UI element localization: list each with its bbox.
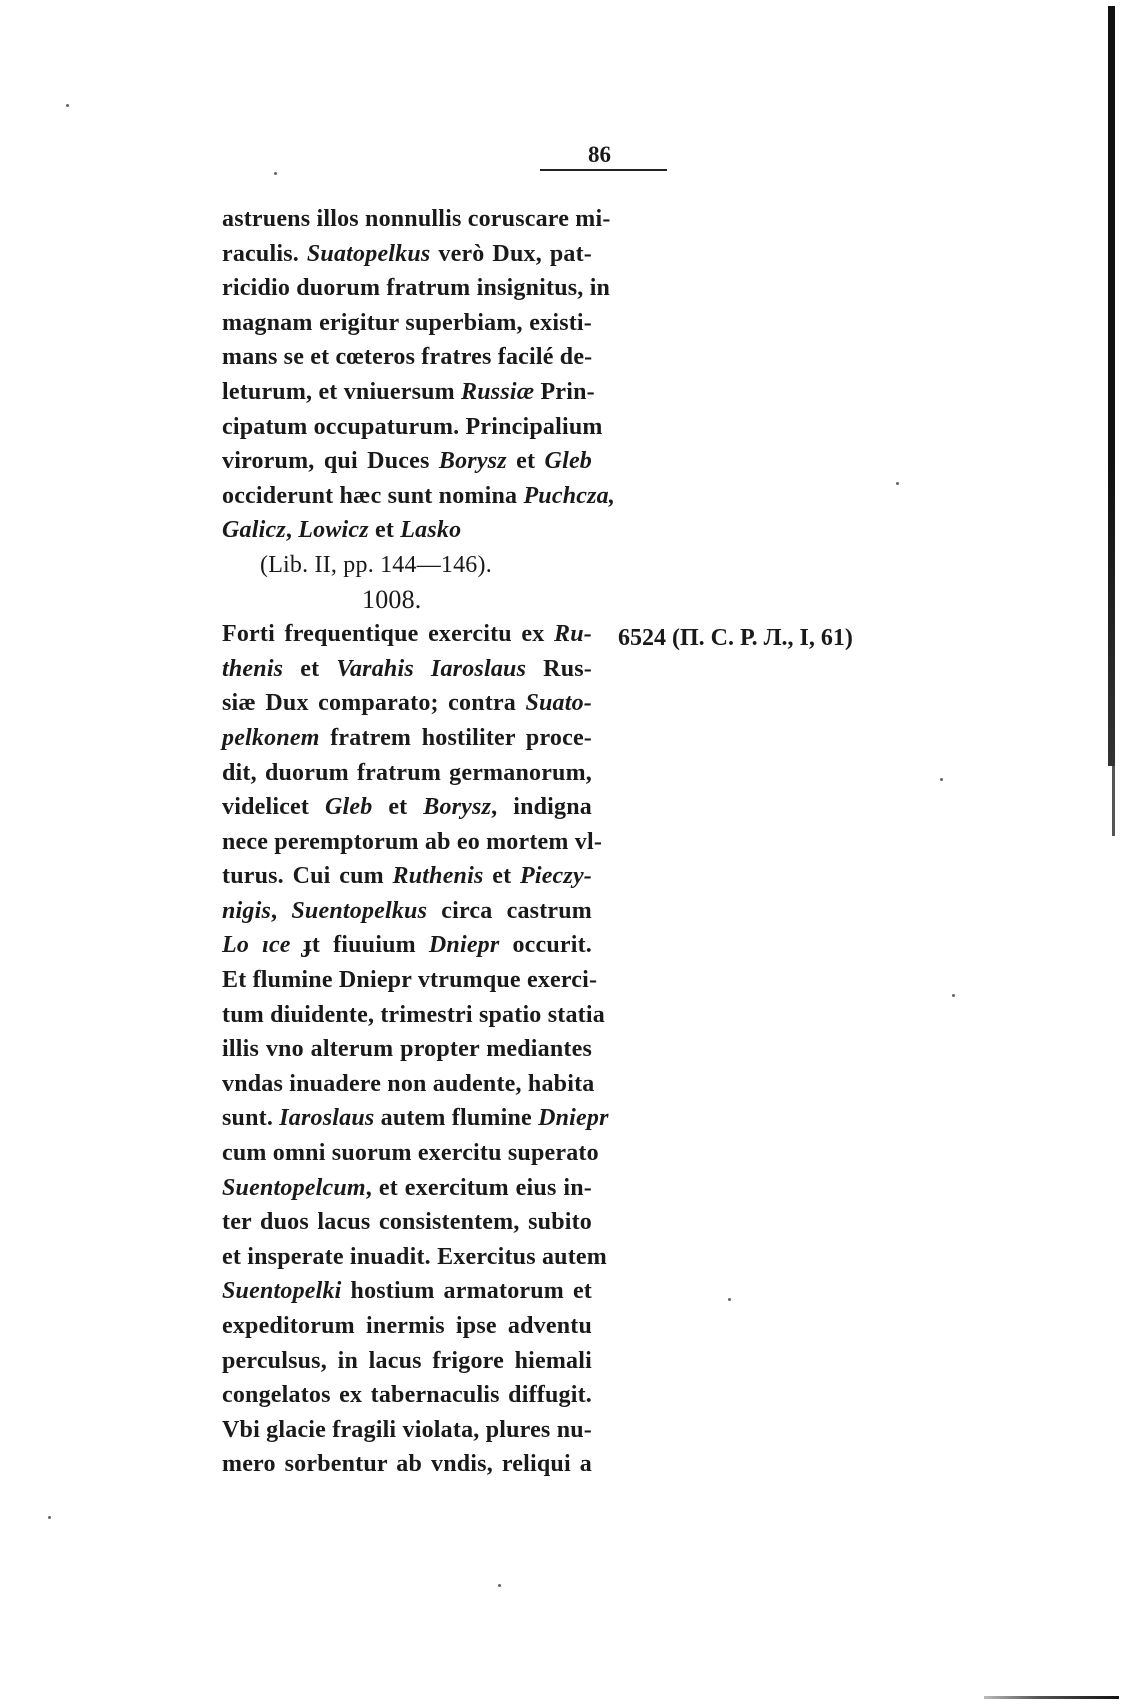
text-line bbox=[222, 894, 592, 929]
text-line bbox=[222, 1378, 592, 1413]
italic-text: Iaroslaus bbox=[279, 1105, 375, 1132]
text-line bbox=[222, 1067, 595, 1102]
text-line bbox=[222, 859, 592, 894]
text-segment: mero sorbentur ab vndis, reliqui a bbox=[222, 1451, 592, 1478]
text-line bbox=[222, 479, 616, 514]
text-line bbox=[222, 340, 592, 375]
text-line bbox=[222, 410, 603, 445]
text-segment: et bbox=[368, 517, 401, 544]
text-column bbox=[222, 202, 616, 1482]
italic-text: Dniepr bbox=[538, 1105, 609, 1132]
text-segment: , bbox=[285, 517, 299, 544]
text-segment: Forti frequentique exercitu ex bbox=[222, 621, 555, 648]
text-segment: autem flumine bbox=[374, 1105, 539, 1132]
text-line bbox=[222, 825, 603, 860]
text-segment: virorum, qui Duces bbox=[222, 448, 439, 475]
italic-text: Lo ıce bbox=[222, 932, 291, 959]
text-line bbox=[222, 202, 611, 237]
text-segment: fratrem hostiliter proce- bbox=[319, 724, 592, 751]
italic-text: Ru- bbox=[554, 621, 592, 648]
text-segment: Prin- bbox=[534, 378, 595, 405]
italic-text: Pieczy- bbox=[519, 863, 592, 890]
speck bbox=[952, 994, 955, 997]
text-segment: et insperate inuadit. Exercitus autem bbox=[222, 1243, 607, 1270]
text-segment: Vbi glacie fragili violata, plures nu- bbox=[222, 1416, 592, 1443]
text-line bbox=[222, 271, 611, 306]
italic-text: Suentopelki bbox=[222, 1278, 342, 1305]
text-segment: nece peremptorum ab eo mortem vl- bbox=[222, 828, 603, 855]
text-segment: cipatum occupaturum. Principalium bbox=[222, 413, 603, 440]
text-segment: siæ Dux comparato; contra bbox=[222, 690, 526, 717]
text-segment: , et exercitum eius in- bbox=[365, 1174, 592, 1201]
text-segment: et bbox=[372, 794, 424, 821]
text-segment: turus. Cui cum bbox=[222, 863, 393, 890]
text-line bbox=[222, 1136, 599, 1171]
text-segment: sunt. bbox=[222, 1105, 280, 1132]
italic-text: Galicz bbox=[222, 517, 286, 544]
speck bbox=[728, 1298, 731, 1301]
text-segment: raculis. bbox=[222, 240, 307, 267]
text-segment: et bbox=[506, 448, 545, 475]
italic-text: Suentopelcum bbox=[222, 1174, 366, 1201]
text-segment: leturum, et vniuersum bbox=[222, 378, 462, 405]
italic-text: Gleb bbox=[324, 794, 373, 821]
italic-text: Russiæ bbox=[461, 378, 535, 405]
text-segment: 1008. bbox=[362, 584, 422, 614]
italic-text: Dniepr bbox=[428, 932, 500, 959]
text-line bbox=[222, 686, 592, 721]
text-segment: cum omni suorum exercitu superato bbox=[222, 1140, 599, 1167]
text-segment: magnam erigitur superbiam, existi- bbox=[222, 309, 592, 336]
text-segment: ter duos lacus consistentem, subito bbox=[222, 1209, 592, 1236]
text-segment: ɟt fiuuium bbox=[290, 932, 429, 959]
text-segment: mans se et cœteros fratres facilé de- bbox=[222, 344, 593, 371]
text-segment: ricidio duorum fratrum insignitus, in bbox=[222, 275, 611, 302]
text-segment: illis vno alterum propter mediantes bbox=[222, 1036, 592, 1063]
text-line bbox=[222, 756, 592, 791]
italic-text: Borysz bbox=[438, 448, 507, 475]
text-line bbox=[222, 617, 592, 652]
italic-text: Puchcza, bbox=[523, 482, 616, 509]
text-line bbox=[222, 1032, 592, 1067]
edge-rule-thin bbox=[1112, 766, 1115, 836]
text-line bbox=[222, 1413, 592, 1448]
text-segment: Et flumine Dniepr vtrumque exerci- bbox=[222, 967, 598, 994]
text-segment: occurit. bbox=[499, 932, 593, 959]
italic-text: thenis bbox=[222, 655, 284, 682]
text-line bbox=[222, 1205, 592, 1240]
text-line bbox=[222, 375, 595, 410]
text-segment: perculsus, in lacus frigore hiemali bbox=[222, 1347, 592, 1374]
text-segment: astruens illos nonnullis coruscare mi- bbox=[222, 206, 611, 232]
speck bbox=[274, 172, 277, 175]
text-line bbox=[222, 652, 592, 687]
text-line bbox=[222, 1309, 592, 1344]
text-line bbox=[222, 583, 592, 618]
text-line bbox=[222, 306, 592, 341]
text-line bbox=[222, 963, 598, 998]
text-segment: occiderunt hæc sunt nomina bbox=[222, 482, 524, 509]
italic-text: nigis bbox=[222, 897, 272, 924]
speck bbox=[48, 1516, 51, 1519]
italic-text: Lowicz bbox=[298, 517, 369, 544]
text-segment: dit, duorum fratrum germanorum, bbox=[222, 759, 592, 786]
text-line bbox=[222, 548, 592, 583]
text-line bbox=[222, 237, 592, 272]
text-line bbox=[222, 998, 605, 1033]
text-segment: , bbox=[271, 897, 292, 924]
edge-rule bbox=[1108, 6, 1115, 766]
speck bbox=[66, 104, 69, 107]
text-line bbox=[222, 1274, 592, 1309]
speck bbox=[498, 1584, 501, 1587]
italic-text: Suatopelkus bbox=[306, 240, 431, 267]
bottom-rule bbox=[984, 1696, 1119, 1699]
header-rule bbox=[540, 169, 667, 171]
text-segment: hostium armatorum et bbox=[341, 1278, 592, 1305]
text-segment: circa castrum bbox=[427, 897, 592, 924]
text-line bbox=[222, 1447, 592, 1482]
text-line bbox=[222, 444, 592, 479]
margin-note: 6524 (П. С. Р. Л., I, 61) bbox=[618, 625, 853, 651]
text-segment: tum diuidente, trimestri spatio statia bbox=[222, 1001, 605, 1028]
text-line bbox=[222, 928, 592, 963]
text-line bbox=[222, 1171, 592, 1206]
text-segment: et bbox=[483, 863, 520, 890]
text-segment: expeditorum inermis ipse adventu bbox=[222, 1313, 592, 1339]
italic-text: Suato- bbox=[525, 690, 592, 717]
text-segment: et bbox=[283, 655, 337, 682]
text-segment: congelatos ex tabernaculis diffugit. bbox=[222, 1382, 592, 1409]
italic-text: Borysz bbox=[423, 794, 492, 821]
text-segment: (Lib. II, pp. 144—146). bbox=[260, 551, 492, 578]
page-number: 86 bbox=[588, 142, 611, 167]
text-line bbox=[222, 1101, 609, 1136]
text-line bbox=[222, 513, 592, 548]
italic-text: Varahis Iaroslaus bbox=[336, 655, 527, 682]
text-line bbox=[222, 790, 592, 825]
text-segment: verò Dux, pat- bbox=[430, 240, 592, 267]
text-segment: vndas inuadere non audente, habita bbox=[222, 1070, 595, 1097]
italic-text: pelkonem bbox=[222, 724, 320, 751]
text-segment: , indigna bbox=[491, 794, 592, 821]
text-line bbox=[222, 1344, 592, 1379]
text-line bbox=[222, 1240, 607, 1275]
italic-text: Lasko bbox=[400, 517, 462, 544]
text-line bbox=[222, 721, 592, 756]
speck bbox=[896, 482, 899, 485]
text-segment: videlicet bbox=[222, 794, 325, 821]
text-segment: Rus- bbox=[526, 655, 592, 682]
italic-text: Gleb bbox=[544, 448, 592, 475]
speck bbox=[940, 778, 943, 781]
italic-text: Suentopelkus bbox=[291, 897, 428, 924]
italic-text: Ruthenis bbox=[392, 863, 484, 890]
